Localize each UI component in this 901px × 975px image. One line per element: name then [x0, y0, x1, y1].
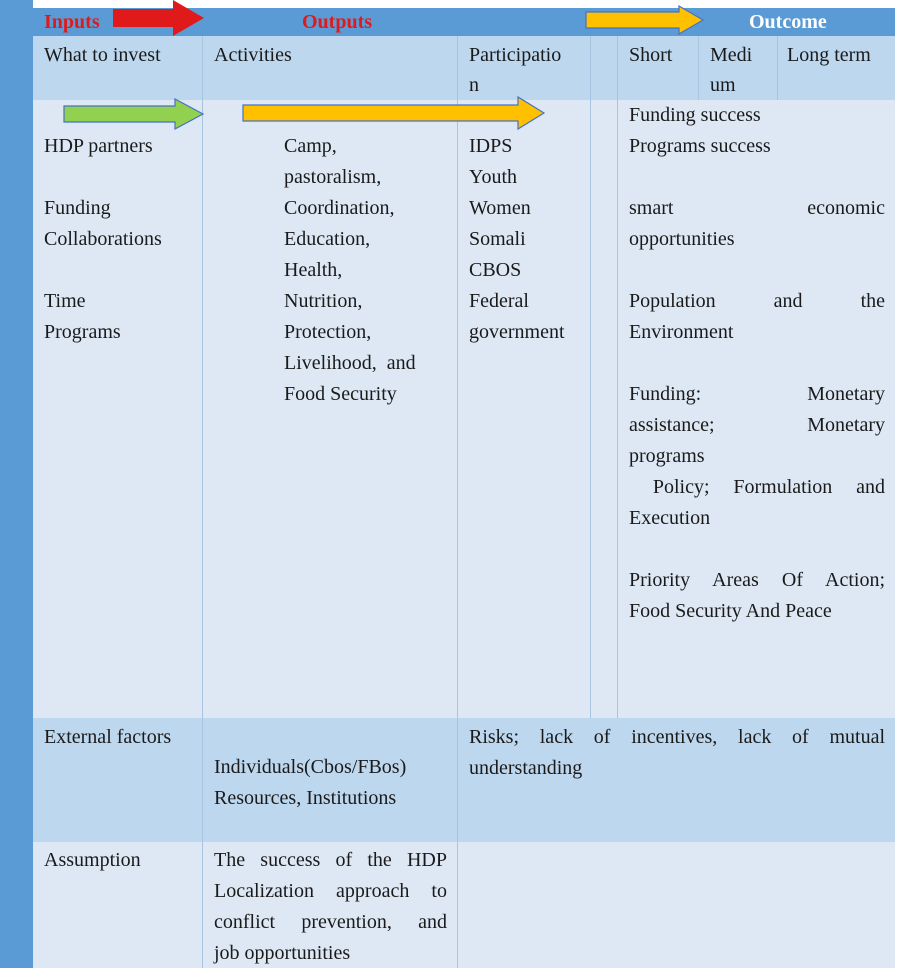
assumption-cell: The success of the HDP Localization approach to conflict prevention, and job opportunities [203, 842, 458, 968]
spacer-header [591, 36, 618, 100]
medium-header: Medi um [699, 36, 778, 100]
what-to-invest-header: What to invest [33, 36, 203, 100]
outputs-heading: Outputs [302, 11, 373, 33]
outcomes-cell: Funding success Programs success smart economic opportunities Population and the Environment Funding: Monetary assistance; Monetary programs Policy; Formulation and Execution Priority Areas Of Action; Food Security And Peace [618, 100, 895, 718]
participation-header: Participatio n [458, 36, 591, 100]
external-factors-label: External factors [33, 718, 203, 842]
green-arrow-icon [63, 98, 205, 130]
orange-long-arrow-icon [242, 96, 546, 130]
external-factors-cell: Individuals(Cbos/FBos) Resources, Institutions [203, 718, 458, 842]
long-term-header: Long term [778, 36, 895, 100]
red-arrow-icon [113, 0, 205, 36]
orange-arrow-icon [585, 5, 705, 35]
assumption-empty-cell [458, 842, 895, 968]
left-stripe [0, 0, 33, 968]
inputs-heading: Inputs [44, 11, 100, 33]
inputs-cell: HDP partners Funding Collaborations Time Programs [33, 100, 203, 718]
assumption-label: Assumption [33, 842, 203, 968]
risks-cell: Risks; lack of incentives, lack of mutual understanding [458, 718, 895, 842]
spacer-cell [591, 100, 618, 718]
activities-cell: Camp, pastoralism, Coordination, Education, Health, Nutrition, Protection, Livelihood, and Food Security [203, 100, 458, 718]
short-header: Short [618, 36, 699, 100]
participants-cell: IDPS Youth Women Somali CBOS Federal government [458, 100, 591, 718]
outcome-heading: Outcome [749, 11, 827, 33]
activities-header: Activities [203, 36, 458, 100]
